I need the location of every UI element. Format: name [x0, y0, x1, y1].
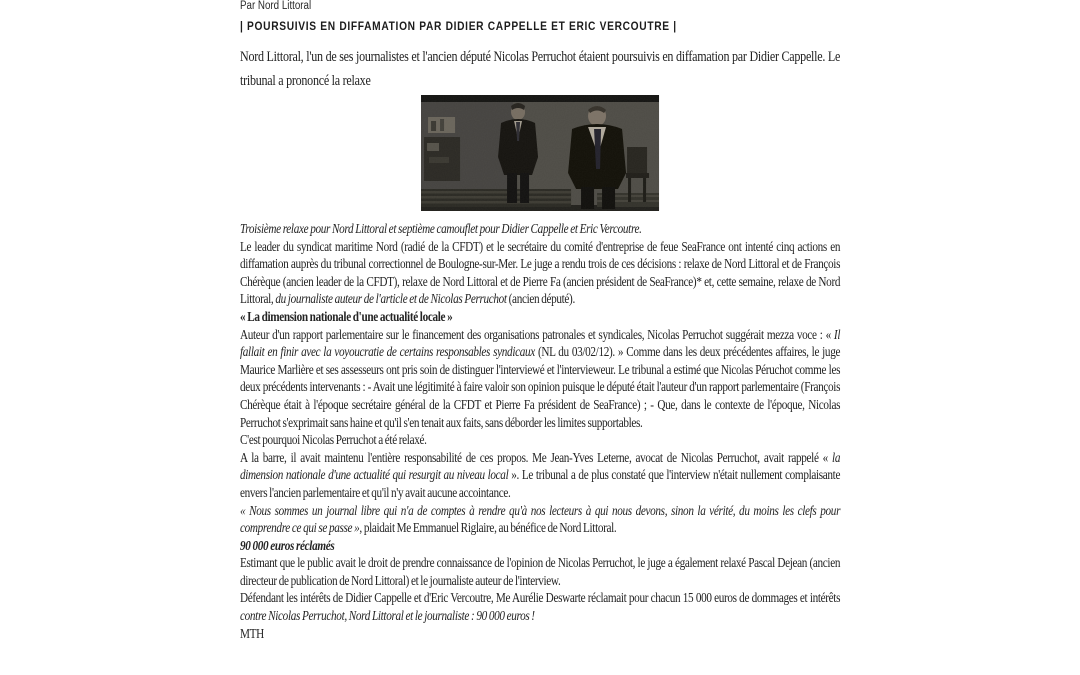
lede-paragraph: Nord Littoral, l'un de ses journalistes et l'ancien député Nicolas Perruchot étaient poursuivis en diffamation par Didier Cappelle. Le tribunal a prononcé la relaxe — [240, 49, 841, 89]
paragraph-barre: A la barre, il avait maintenu l'entière responsabilité de ces propos. Me Jean-Yves Leterne, avocat de Nicolas Perruchot, avait rappelé « la dimension nationale d'une actualité qui resurgit au niveau local ». Le tribunal a de plus constaté que l'interview n'était nullement complaisante envers l'ancien parlementaire et qu'il n'y avait aucune accointance. — [240, 449, 841, 500]
paragraph-estimant: Estimant que le public avait le droit de prendre connaissance de l'opinion de Nicolas Perruchot, le juge a également relaxé Pascal Dejean (ancien directeur de publication de Nord Littoral) et le journaliste auteur de l'interview. — [240, 555, 841, 588]
paragraph-defendant: Défendant les intérêts de Didier Cappelle et d'Eric Vercoutre, Me Aurélie Deswarte réclamait pour chacun 15 000 euros de dommages et intérêts contre Nicolas Perruchot, Nord Littoral et le journaliste : 90 000 euros ! — [240, 590, 841, 624]
byline: Par Nord Littoral — [240, 0, 312, 12]
kicker-headline: | POURSUIVIS EN DIFFAMATION PAR DIDIER CAPPELLE ET ERIC VERCOUTRE | — [240, 19, 677, 33]
subhead-euros: 90 000 euros réclamés — [240, 537, 335, 553]
article — [240, 0, 841, 641]
paragraph-journal: « Nous sommes un journal libre qui n'a de comptes à rendre qu'à nos lecteurs à qui nous devons, sinon la vérité, du moins les clefs pour comprendre ce qui se passe », plaidait Me Emmanuel Riglaire, au bénéfice de Nord Littoral. — [240, 502, 841, 536]
photo-caption — [240, 220, 840, 238]
photo-caption-text: Troisième relaxe pour Nord Littoral et septième camouflet pour Didier Cappelle et Eric Vercoutre. — [240, 221, 642, 236]
subhead-dimension: « La dimension nationale d'une actualité locale » — [240, 308, 453, 324]
article-photo — [421, 95, 659, 211]
partial-clipped-line: MTH — [240, 625, 264, 641]
paragraph-rapport: Auteur d'un rapport parlementaire sur le financement des organisations patronales et syndicales, Nicolas Perruchot suggérait mezza voce : « Il fallait en finir avec la voyoucratie de certains responsables syndicaux (NL du 03/02/12). » Comme dans les deux précédentes affaires, le juge Maurice Marlière et ses assesseurs ont pris soin de distinguer l'interviewé et l'intervieweur. Le tribunal a estimé que Nicolas Péruchot comme les deux précédents intervenants : - Avait une légitimité à faire valoir son opinion puisque le député était l'auteur d'un rapport parlementaire (François Chérèque était à l'époque secrétaire général de la CFDT et Pierre Fa président de SeaFrance) ; - Que, dans le contexte de l'époque, Nicolas Perruchot s'exprimait sans haine et qu'il s'en tenait aux faits, sans déborder les limites supportables. — [240, 326, 841, 430]
paragraph-leader: Le leader du syndicat maritime Nord (radié de la CFDT) et le secrétaire du comité d'entreprise de feue SeaFrance ont intenté cinq actions en diffamation auprès du tribunal correctionnel de Boulogne-sur-Mer. Le juge a rendu trois de ces décisions : relaxe de Nord Littoral et de François Chérèque (ancien leader de la CFDT), relaxe de Nord Littoral et de Pierre Fa (ancien président de SeaFrance)* et, cette semaine, relaxe de Nord Littoral, du journaliste auteur de l'article et de Nicolas Perruchot (ancien député). — [240, 238, 841, 307]
two-men-photo-illustration — [421, 95, 659, 211]
paragraph-relaxe: C'est pourquoi Nicolas Perruchot a été relaxé. — [240, 432, 427, 448]
